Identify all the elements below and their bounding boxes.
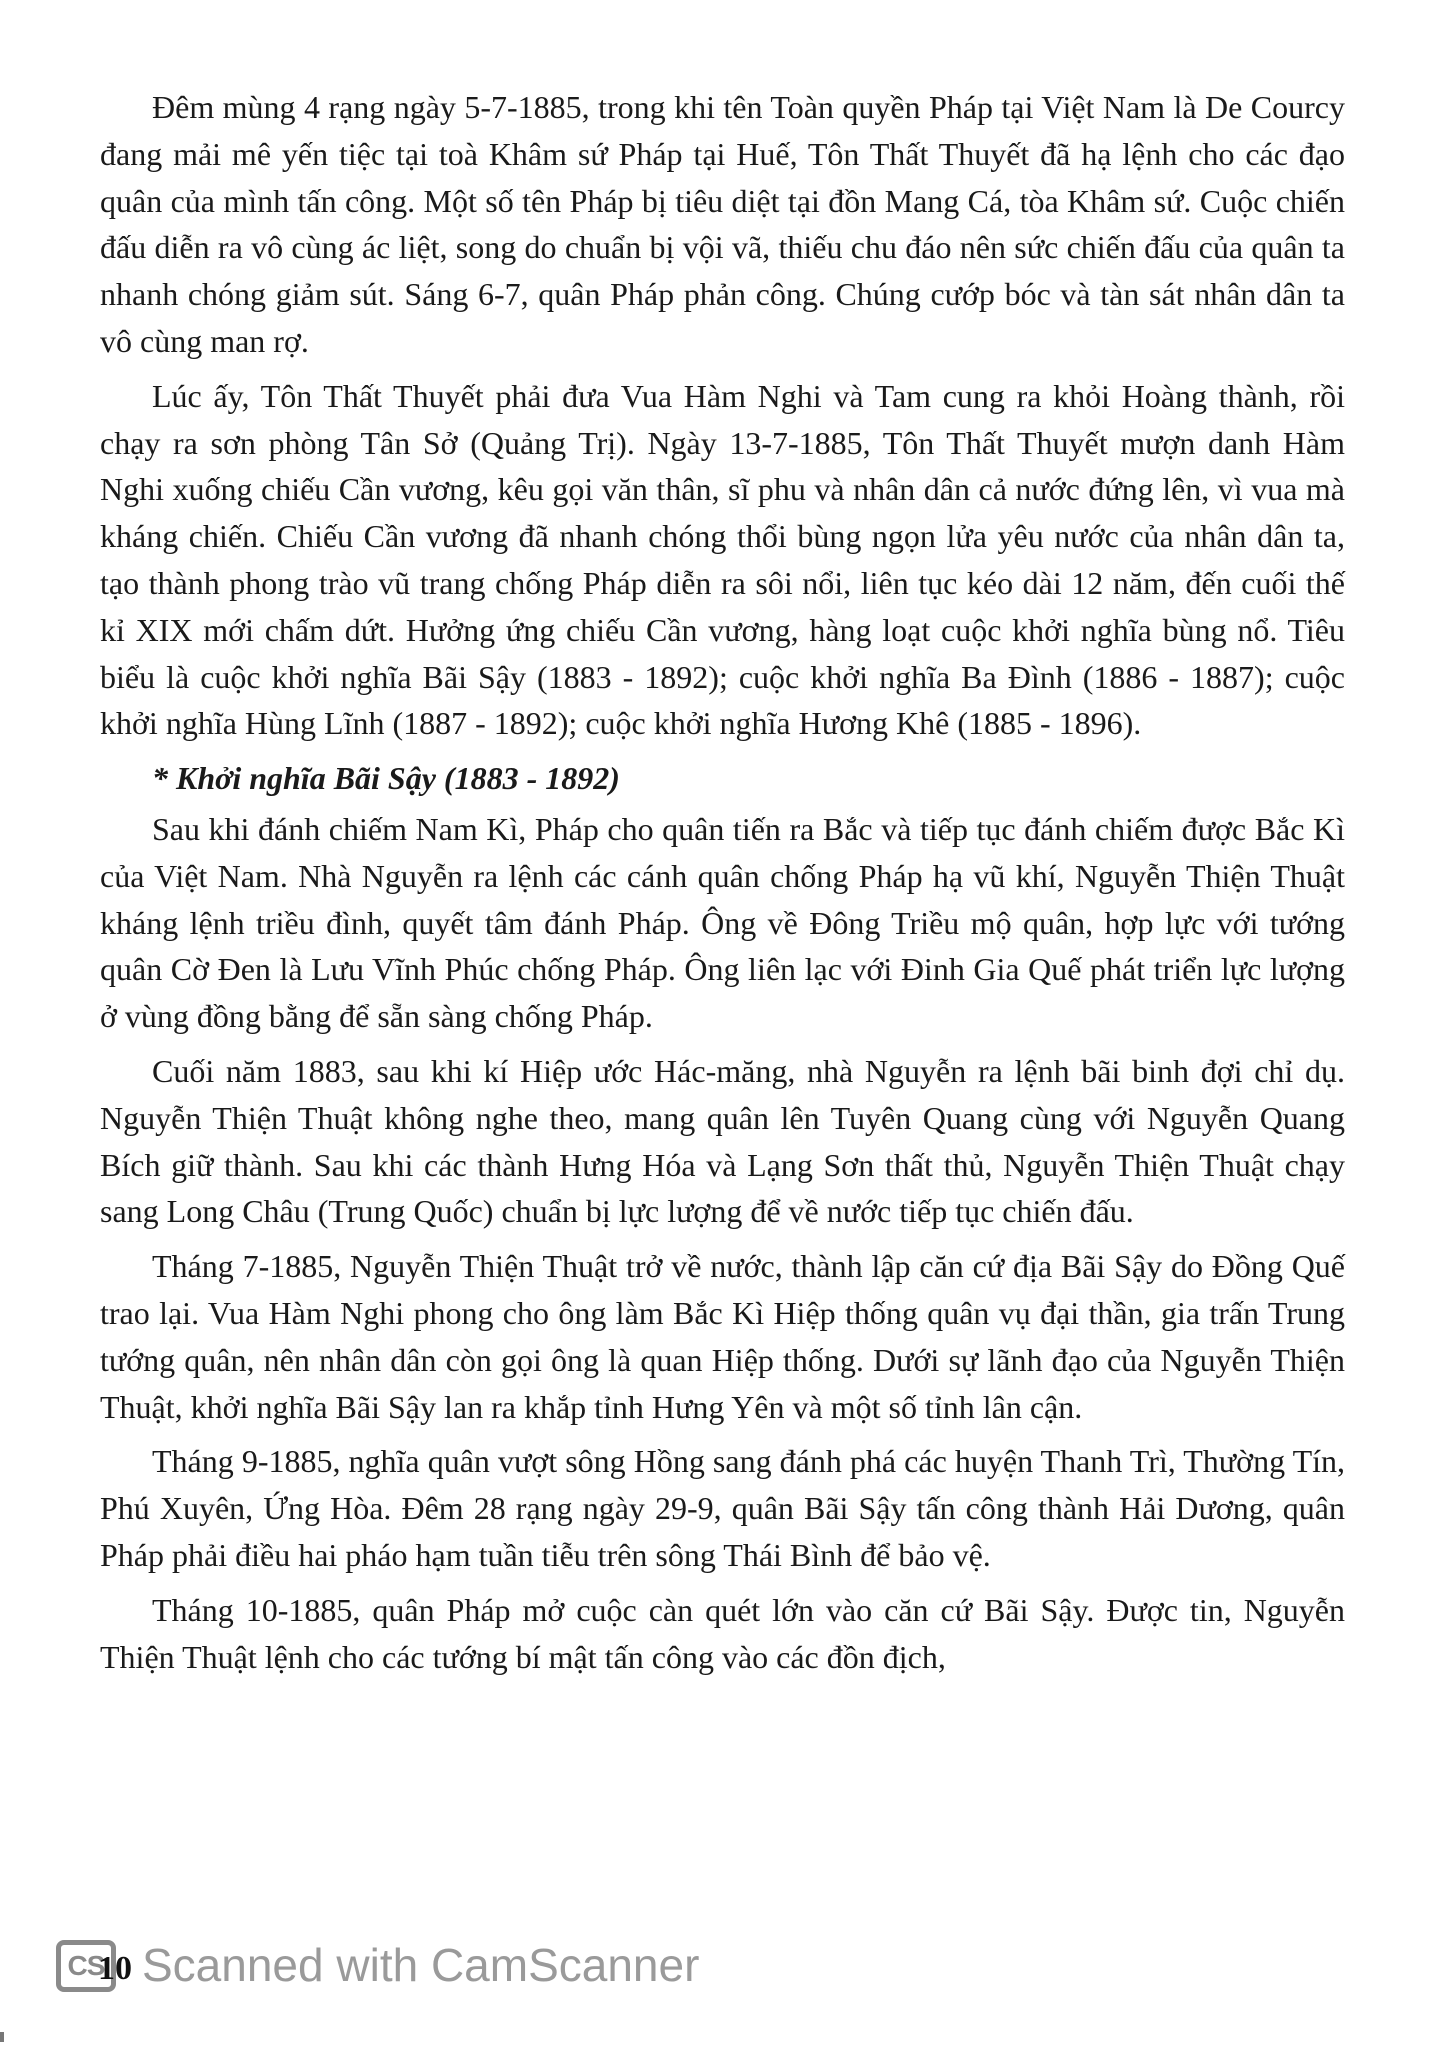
scanner-watermark: Scanned with CamScanner: [142, 1939, 700, 1991]
paragraph: Tháng 9-1885, nghĩa quân vượt sông Hồng sang đánh phá các huyện Thanh Trì, Thường Tín, Phú Xuyên, Ứng Hòa. Đêm 28 rạng ngày 29-9, quân Bãi Sậy tấn công thành Hải Dương, quân Pháp phải điều hai pháo hạm tuần tiễu trên sông Thái Bình để bảo vệ.: [100, 1443, 1345, 1573]
paragraph: Cuối năm 1883, sau khi kí Hiệp ước Hác-măng, nhà Nguyễn ra lệnh bãi binh đợi chỉ dụ. Nguyễn Thiện Thuật không nghe theo, mang quân lên Tuyên Quang cùng với Nguyễn Quang Bích giữ thành. Sau khi các thành Hưng Hóa và Lạng Sơn thất thủ, Nguyễn Thiện Thuật chạy sang Long Châu (Trung Quốc) chuẩn bị lực lượng để về nước tiếp tục chiến đấu.: [100, 1052, 1345, 1230]
paragraph: Tháng 10-1885, quân Pháp mở cuộc càn quét lớn vào căn cứ Bãi Sậy. Được tin, Nguyễn Thiện Thuật lệnh cho các tướng bí mật tấn công vào các đồn địch,: [100, 1591, 1345, 1675]
paragraph: Lúc ấy, Tôn Thất Thuyết phải đưa Vua Hàm Nghi và Tam cung ra khỏi Hoàng thành, rồi chạy ra sơn phòng Tân Sở (Quảng Trị). Ngày 13-7-1885, Tôn Thất Thuyết mượn danh Hàm Nghi xuống chiếu Cần vương, kêu gọi văn thân, sĩ phu và nhân dân cả nước đứng lên, vì vua mà kháng chiến. Chiếu Cần vương đã nhanh chóng thổi bùng ngọn lửa yêu nước của nhân dân ta, tạo thành phong trào vũ trang chống Pháp diễn ra sôi nổi, liên tục kéo dài 12 năm, đến cuối thế kỉ XIX mới chấm dứt. Hưởng ứng chiếu Cần vương, hàng loạt cuộc khởi nghĩa bùng nổ. Tiêu biểu là cuộc khởi nghĩa Bãi Sậy (1883 - 1892); cuộc khởi nghĩa Ba Đình (1886 - 1887); cuộc khởi nghĩa Hùng Lĩnh (1887 - 1892); cuộc khởi nghĩa Hương Khê (1885 - 1896).: [100, 377, 1345, 742]
paragraph: Sau khi đánh chiếm Nam Kì, Pháp cho quân tiến ra Bắc và tiếp tục đánh chiếm được Bắc Kì của Việt Nam. Nhà Nguyễn ra lệnh các cánh quân chống Pháp hạ vũ khí, Nguyễn Thiện Thuật kháng lệnh triều đình, quyết tâm đánh Pháp. Ông về Đông Triều mộ quân, hợp lực với tướng quân Cờ Đen là Lưu Vĩnh Phúc chống Pháp. Ông liên lạc với Đinh Gia Quế phát triển lực lượng ở vùng đồng bằng để sẵn sàng chống Pháp.: [100, 810, 1345, 1035]
paragraph: Đêm mùng 4 rạng ngày 5-7-1885, trong khi tên Toàn quyền Pháp tại Việt Nam là De Courcy đang mải mê yến tiệc tại toà Khâm sứ Pháp tại Huế, Tôn Thất Thuyết đã hạ lệnh cho các đạo quân của mình tấn công. Một số tên Pháp bị tiêu diệt tại đồn Mang Cá, tòa Khâm sứ. Cuộc chiến đấu diễn ra vô cùng ác liệt, song do chuẩn bị vội vã, thiếu chu đáo nên sức chiến đấu của quân ta nhanh chóng giảm sút. Sáng 6-7, quân Pháp phản công. Chúng cướp bóc và tàn sát nhân dân ta vô cùng man rợ.: [100, 89, 1345, 359]
camscanner-logo-icon: CS: [56, 1940, 116, 1992]
paragraph: Tháng 7-1885, Nguyễn Thiện Thuật trở về nước, thành lập căn cứ địa Bãi Sậy do Đồng Quế trao lại. Vua Hàm Nghi phong cho ông làm Bắc Kì Hiệp thống quân vụ đại thần, gia trấn Trung tướng quân, nên nhân dân còn gọi ông là quan Hiệp thống. Dưới sự lãnh đạo của Nguyễn Thiện Thuật, khởi nghĩa Bãi Sậy lan ra khắp tỉnh Hưng Yên và một số tỉnh lân cận.: [100, 1248, 1345, 1425]
document-body: [100, 84, 1345, 1688]
footer: [56, 1936, 816, 2006]
section-heading: * Khởi nghĩa Bãi Sậy (1883 - 1892): [152, 760, 620, 797]
scan-artifact: [0, 2032, 4, 2042]
page-number: 10: [98, 1950, 132, 1987]
